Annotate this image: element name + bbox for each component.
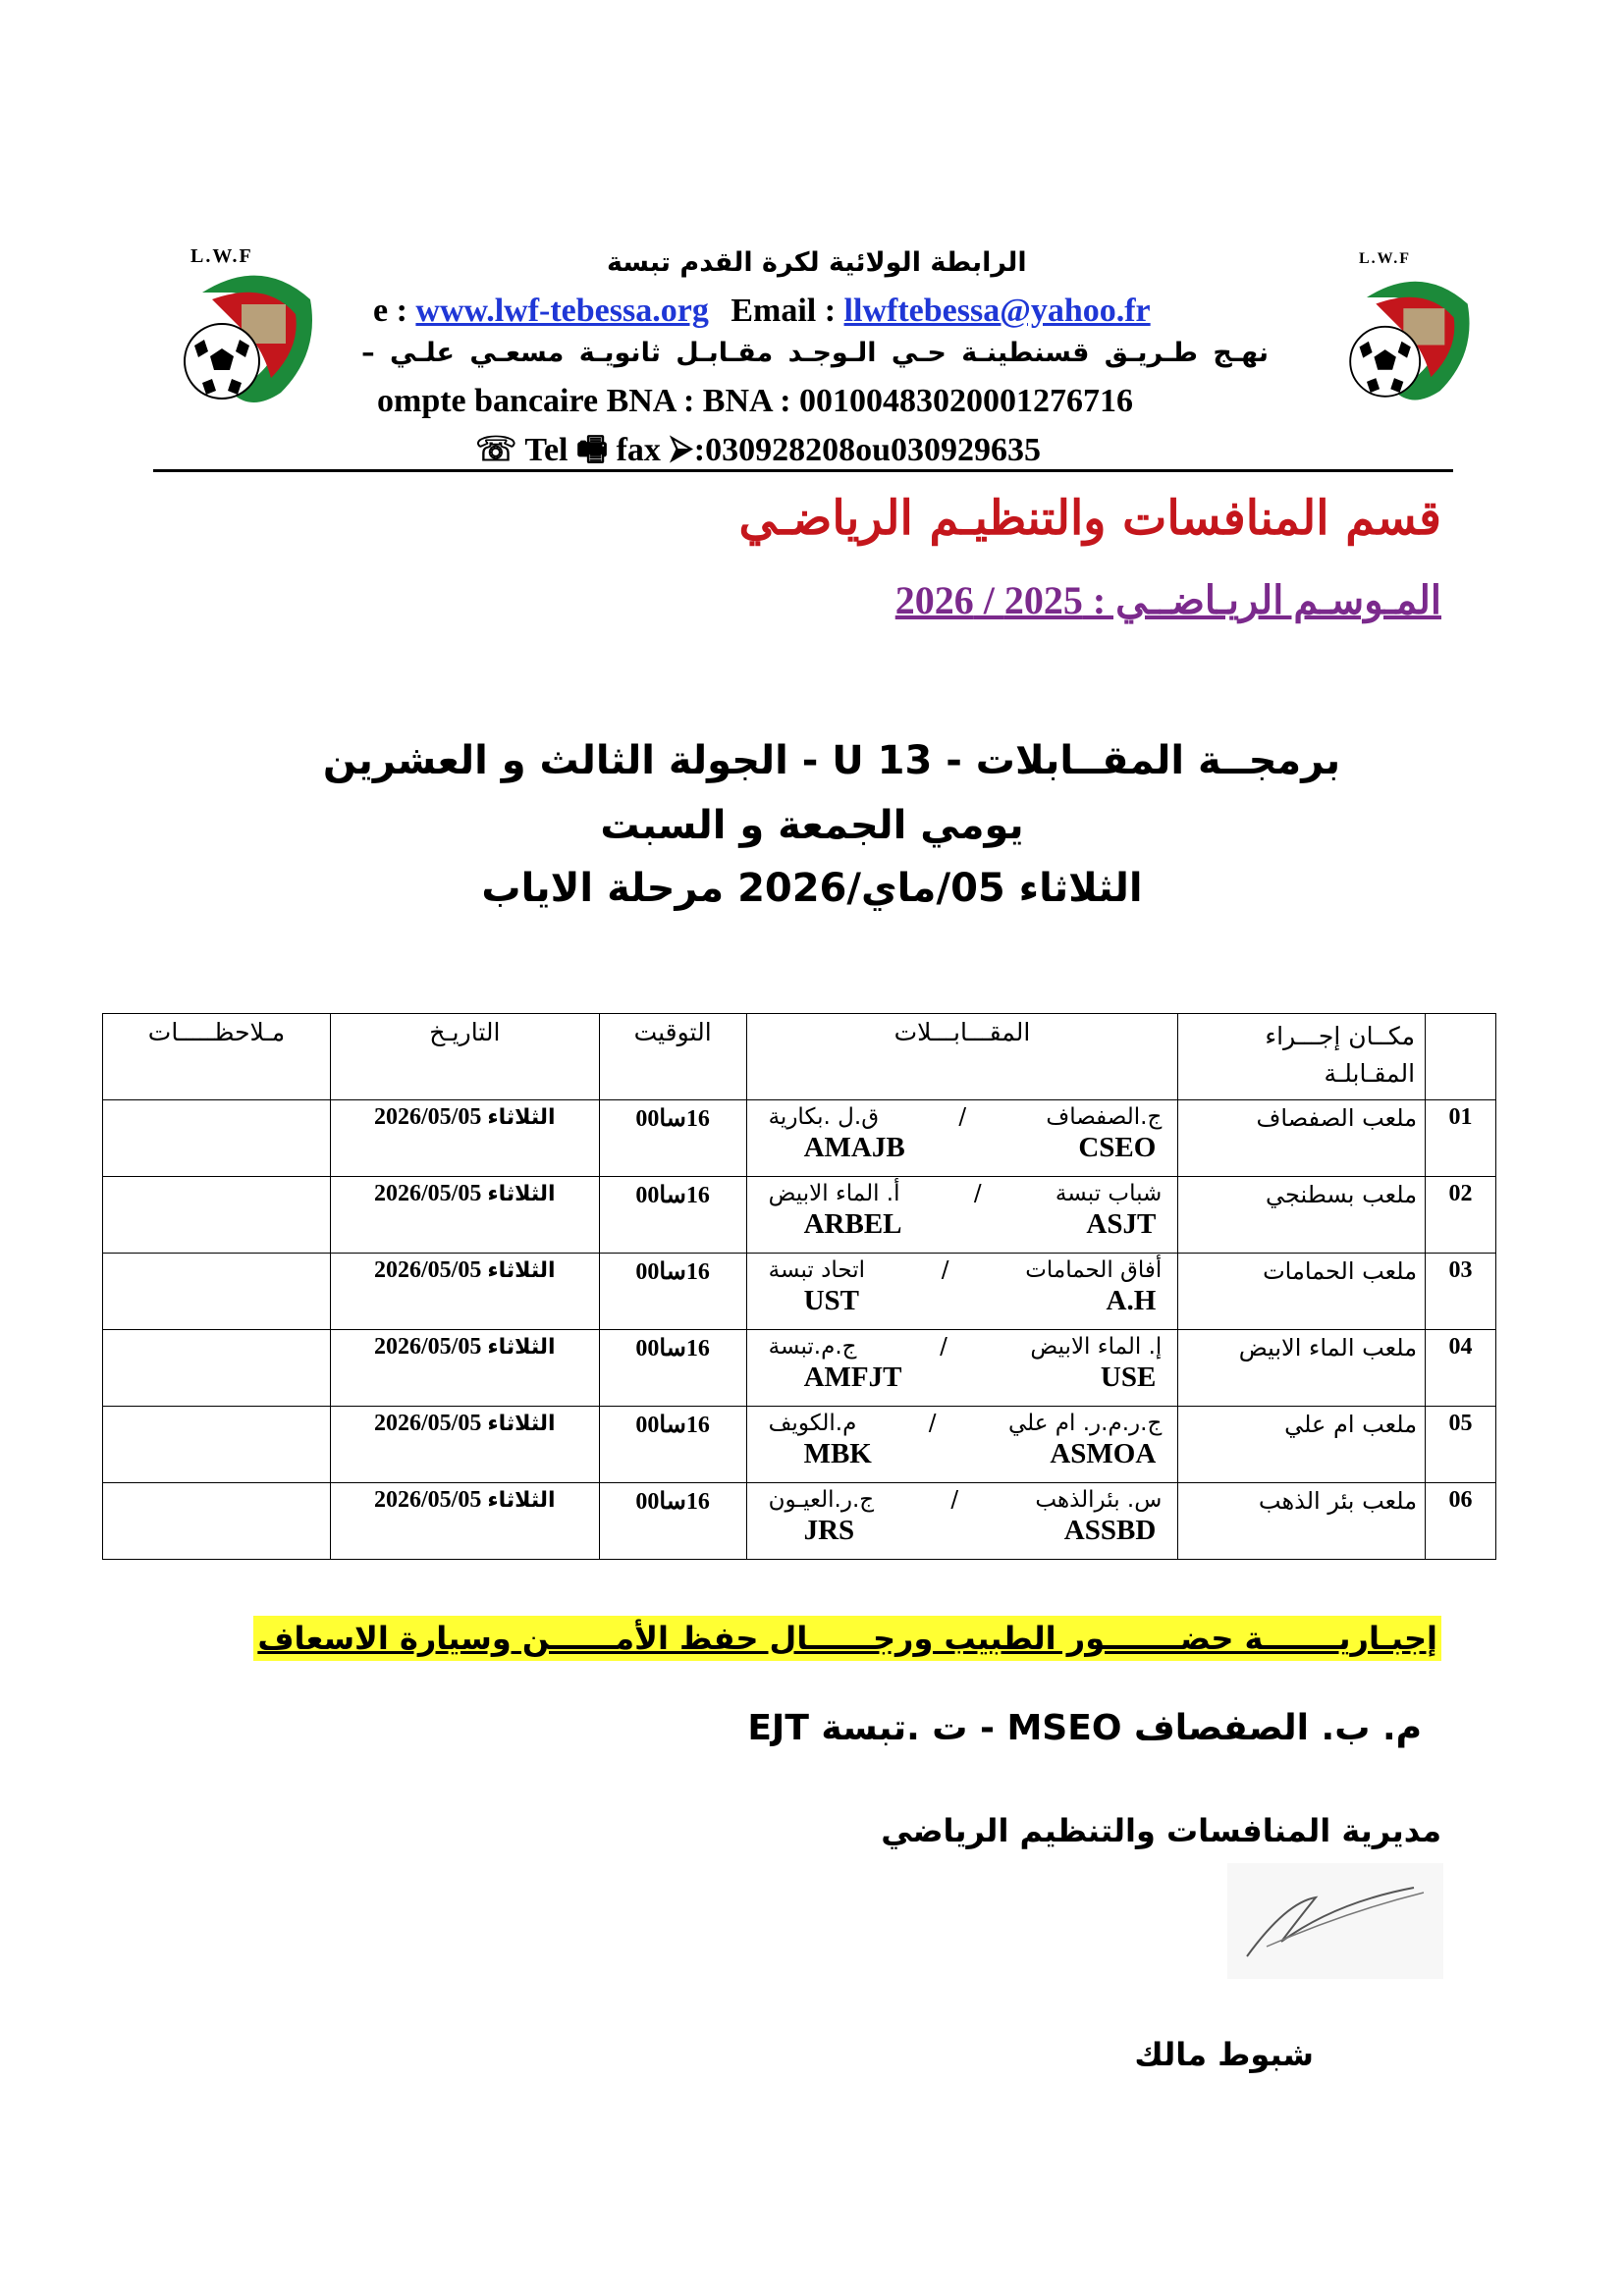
row-time: 16سا00: [599, 1100, 746, 1177]
league-logo-left: [173, 245, 320, 412]
address: نهـج طـريـق قسنطينـة حـي الـوجـد مقـابـل ثانويـة مسعـي علـي –: [361, 338, 1269, 368]
date-value: 2026/05/05: [374, 1104, 482, 1130]
home-team-code: ASMOA: [1050, 1438, 1157, 1469]
away-team-code: MBK: [803, 1438, 872, 1469]
date-day: الثلاثاء: [487, 1105, 556, 1130]
row-time: 16سا00: [599, 1483, 746, 1560]
row-date: [330, 1100, 599, 1177]
row-match: [746, 1330, 1178, 1407]
match-arabic: [755, 1487, 1170, 1513]
match-separator: /: [941, 1257, 949, 1283]
home-team-ar: ج.الصفصاف: [1046, 1104, 1163, 1130]
date-value: 2026/05/05: [374, 1257, 482, 1283]
row-time: 16سا00: [599, 1254, 746, 1330]
website-link[interactable]: www.lwf-tebessa.org: [415, 293, 709, 329]
email-label: Email :: [731, 293, 844, 329]
date-value: 2026/05/05: [374, 1487, 482, 1513]
away-team-ar: أ. الماء الابيض: [768, 1181, 900, 1206]
home-team-code: CSEO: [1078, 1132, 1157, 1163]
away-team-ar: اتحاد تبسة: [768, 1257, 865, 1283]
row-match: [746, 1483, 1178, 1560]
header-number: [1426, 1014, 1496, 1100]
date-day: الثلاثاء: [487, 1412, 556, 1436]
match-separator: /: [973, 1181, 982, 1206]
logo-text: L.W.F: [1359, 250, 1411, 267]
row-notes: [103, 1177, 331, 1254]
date-day: الثلاثاء: [487, 1182, 556, 1206]
home-team-ar: إ. الماء الابيض: [1030, 1334, 1163, 1360]
row-venue: ملعب الحمامات: [1178, 1254, 1426, 1330]
table-row: [103, 1177, 1496, 1254]
home-team-ar: شباب تبسة: [1055, 1181, 1163, 1206]
match-codes: [755, 1130, 1170, 1164]
match-arabic: [755, 1411, 1170, 1436]
row-match: [746, 1407, 1178, 1483]
away-team-code: AMAJB: [803, 1132, 905, 1163]
header-matches: المقـــابـــلات: [746, 1014, 1178, 1100]
bank-account: ompte bancaire BNA : BNA : 00100483020001276716: [377, 383, 1134, 419]
table-row: [103, 1254, 1496, 1330]
directorate-label: مديرية المنافسات والتنظيم الرياضي: [881, 1812, 1441, 1849]
away-team-ar: ج.م.تبسة: [768, 1334, 857, 1360]
match-arabic: [755, 1334, 1170, 1360]
row-venue: ملعب ام علي: [1178, 1407, 1426, 1483]
row-time: 16سا00: [599, 1177, 746, 1254]
away-team-code: JRS: [803, 1515, 855, 1546]
row-date: [330, 1177, 599, 1254]
home-team-code: ASJT: [1086, 1208, 1157, 1240]
match-schedule-table: [102, 1013, 1496, 1560]
row-number: 01: [1426, 1100, 1496, 1177]
row-date: [330, 1483, 599, 1560]
row-notes: [103, 1483, 331, 1560]
away-team-code: ARBEL: [803, 1208, 902, 1240]
match-codes: [755, 1360, 1170, 1394]
match-arabic: [755, 1181, 1170, 1206]
row-number: 06: [1426, 1483, 1496, 1560]
table-header-row: [103, 1014, 1496, 1100]
home-team-code: USE: [1100, 1362, 1157, 1393]
match-separator: /: [928, 1411, 937, 1436]
email-link[interactable]: llwftebessa@yahoo.fr: [843, 293, 1151, 329]
match-codes: [755, 1206, 1170, 1241]
away-team-ar: ج.ر.العيـون: [768, 1487, 875, 1513]
date-value: 2026/05/05: [374, 1411, 482, 1436]
date-day: الثلاثاء: [487, 1258, 556, 1283]
date-day: الثلاثاء: [487, 1335, 556, 1360]
signature-image: [1227, 1863, 1443, 1979]
row-time: 16سا00: [599, 1330, 746, 1407]
row-venue: ملعب بئر الذهب: [1178, 1483, 1426, 1560]
home-team-ar: س. بئرالذهب: [1035, 1487, 1163, 1513]
clubs-note: م. ب. الصفصاف MSEO - ت .تبسة EJT: [747, 1708, 1422, 1748]
phone-fax: ☏ Tel 🖷 fax ⮚:030928208ou030929635: [475, 432, 1041, 468]
match-arabic: [755, 1104, 1170, 1130]
league-logo-right: [1339, 250, 1477, 412]
row-match: [746, 1177, 1178, 1254]
home-team-code: A.H: [1106, 1285, 1157, 1316]
department-title: قسم المنافسات والتنظيـم الرياضـي: [738, 491, 1441, 546]
date-value: 2026/05/05: [374, 1181, 482, 1206]
schedule-days: يومي الجمعة و السبت: [600, 803, 1024, 848]
row-venue: ملعب الماء الابيض: [1178, 1330, 1426, 1407]
match-separator: /: [940, 1334, 947, 1360]
row-date: [330, 1330, 599, 1407]
match-codes: [755, 1283, 1170, 1317]
table-row: [103, 1407, 1496, 1483]
match-codes: [755, 1436, 1170, 1470]
row-date: [330, 1407, 599, 1483]
row-date: [330, 1254, 599, 1330]
row-venue: ملعب الصفصاف: [1178, 1100, 1426, 1177]
mandatory-notice: إجبـاريـــــــة حضـــــــور الطبيب ورجــــــال حفظ الأمــــــن وسيارة الاسعاف: [253, 1616, 1441, 1661]
date-value: 2026/05/05: [374, 1334, 482, 1360]
header-venue: مكــان إجـــراء المقـابلـة: [1178, 1014, 1426, 1100]
away-team-ar: ق.ل .بكارية: [768, 1104, 880, 1130]
home-team-ar: أفاق الحمامات: [1025, 1257, 1163, 1283]
away-team-code: UST: [803, 1285, 860, 1316]
row-venue: ملعب بسطنجي: [1178, 1177, 1426, 1254]
date-day: الثلاثاء: [487, 1488, 556, 1513]
home-team-ar: ج.ر.م.ر. ام علي: [1007, 1411, 1163, 1436]
row-number: 02: [1426, 1177, 1496, 1254]
row-match: [746, 1254, 1178, 1330]
away-team-code: AMFJT: [803, 1362, 902, 1393]
row-notes: [103, 1330, 331, 1407]
contact-web-email: [373, 293, 1151, 330]
row-notes: [103, 1407, 331, 1483]
logo-text: L.W.F: [190, 245, 253, 267]
row-notes: [103, 1254, 331, 1330]
row-number: 03: [1426, 1254, 1496, 1330]
org-name: الرابطة الولائية لكرة القدم تبسة: [607, 247, 1027, 278]
table-row: [103, 1100, 1496, 1177]
soccer-ball-logo-icon: [173, 245, 320, 412]
match-separator: /: [958, 1104, 967, 1130]
header-divider: [153, 469, 1453, 472]
row-notes: [103, 1100, 331, 1177]
row-match: [746, 1100, 1178, 1177]
signer-name: شبوط مالك: [1134, 2036, 1314, 2073]
table-row: [103, 1330, 1496, 1407]
schedule-title: برمجــة المقــابلات - U 13 - الجولة الثالث و العشرين: [322, 738, 1341, 783]
site-prefix: e :: [373, 293, 416, 329]
home-team-code: ASSBD: [1063, 1515, 1157, 1546]
header-time: التوقيت: [599, 1014, 746, 1100]
match-separator: /: [950, 1487, 959, 1513]
header-date: التاريـخ: [330, 1014, 599, 1100]
table-row: [103, 1483, 1496, 1560]
season-label: المـوسـم الريـاضــي : 2025 / 2026: [894, 578, 1441, 622]
row-number: 04: [1426, 1330, 1496, 1407]
away-team-ar: م.الكويف: [768, 1411, 857, 1436]
row-number: 05: [1426, 1407, 1496, 1483]
match-arabic: [755, 1257, 1170, 1283]
schedule-date: الثلاثاء 05/ماي/2026 مرحلة الاياب: [481, 866, 1143, 911]
soccer-ball-logo-icon: [1339, 250, 1477, 412]
match-codes: [755, 1513, 1170, 1547]
row-time: 16سا00: [599, 1407, 746, 1483]
header-notes: مـلاحظـــــات: [103, 1014, 331, 1100]
